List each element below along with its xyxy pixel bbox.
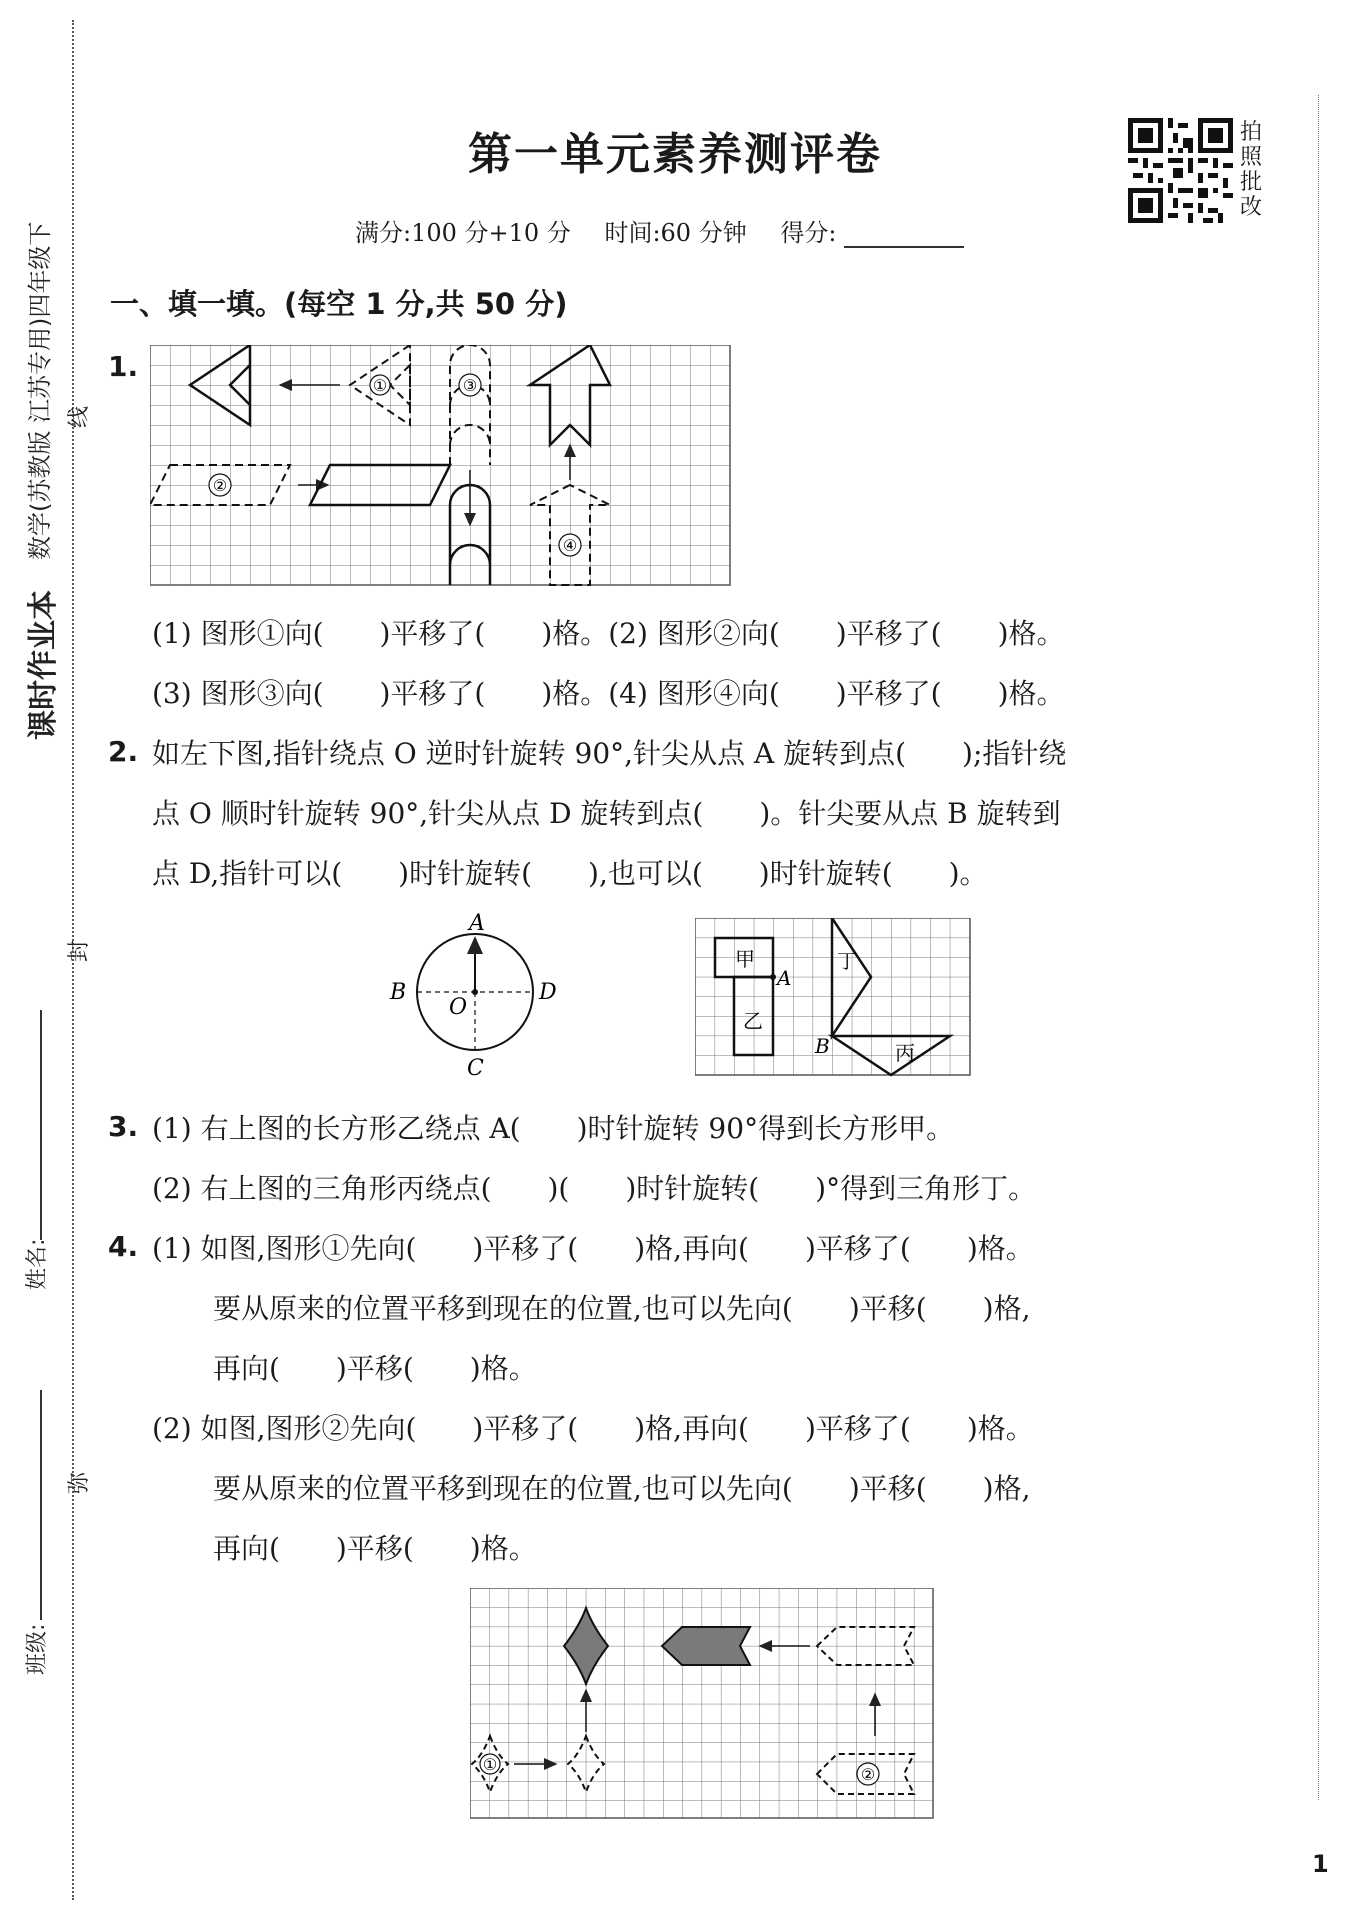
clock-label-a: A [469, 912, 485, 936]
q1-label-4: ④ [562, 536, 578, 555]
seal-line-label-2: 弥 [67, 1471, 92, 1494]
exam-meta [355, 213, 990, 248]
q4-number: 4. [108, 1230, 139, 1263]
q4-line-2: 要从原来的位置平移到现在的位置,也可以先向( )平移( )格, [213, 1292, 1031, 1325]
qr-label: 拍照批改 [1240, 120, 1263, 220]
cut-line-label: 线 [67, 405, 92, 428]
grid-label-a: A [777, 966, 792, 990]
q1-label-1: ① [372, 376, 388, 395]
q2-grid-figure [695, 918, 975, 1078]
q4-line-4: (2) 如图,图形②先向( )平移了( )格,再向( )平移了( )格。 [152, 1412, 1034, 1445]
q2-line-3: 点 D,指针可以( )时针旋转( ),也可以( )时针旋转( )。 [152, 857, 988, 890]
seal-line-label: 封 [67, 939, 92, 962]
q1-label-3: ③ [462, 376, 478, 395]
clock-label-o: O [449, 995, 468, 1020]
name-label: 姓名: [25, 1238, 50, 1290]
q3-line-1: (1) 右上图的长方形乙绕点 A( )时针旋转 90°得到长方形甲。 [152, 1112, 955, 1145]
q3-number: 3. [108, 1110, 139, 1143]
full-score: 满分:100 分+10 分 [355, 219, 571, 247]
q2-number: 2. [108, 735, 139, 768]
q4-line-6: 再向( )平移( )格。 [213, 1532, 537, 1565]
q2-line-1: 如左下图,指针绕点 O 逆时针旋转 90°,针尖从点 A 旋转到点( );指针绕 [152, 737, 1067, 770]
class-label: 班级: [25, 1623, 50, 1675]
qr-code[interactable] [1128, 118, 1233, 223]
grid-label-yi: 乙 [743, 1009, 763, 1033]
score-field[interactable] [844, 222, 964, 248]
clock-label-c: C [467, 1056, 484, 1081]
q4-label-2: ② [860, 1765, 876, 1784]
class-field[interactable] [40, 1390, 42, 1620]
clock-label-b: B [390, 980, 407, 1005]
grid-label-jia: 甲 [735, 947, 755, 971]
page-title: 第一单元素养测评卷 [468, 129, 882, 180]
q1-label-2: ② [212, 476, 228, 495]
q1-figure [150, 345, 750, 595]
score-label: 得分: [780, 219, 837, 247]
grid-label-bing: 丙 [895, 1041, 915, 1065]
grid-label-ding: 丁 [837, 949, 857, 973]
q2-clock-figure [385, 912, 565, 1082]
book-info: 数学(苏教版 江苏专用)四年级下 [26, 221, 54, 560]
right-dotted-line [1318, 95, 1319, 1800]
q4-arrow-filled [662, 1627, 750, 1665]
page-number: 1 [1312, 1850, 1329, 1878]
q4-figure [470, 1588, 935, 1820]
q1-line-2: (3) 图形③向( )平移了( )格。(4) 图形④向( )平移了( )格。 [152, 677, 1065, 710]
q4-label-1: ① [482, 1755, 498, 1774]
q3-line-2: (2) 右上图的三角形丙绕点( )( )时针旋转( )°得到三角形丁。 [152, 1172, 1037, 1205]
name-field[interactable] [40, 1010, 42, 1240]
q2-line-2: 点 O 顺时针旋转 90°,针尖从点 D 旋转到点( )。针尖要从点 B 旋转到 [152, 797, 1061, 830]
q4-line-3: 再向( )平移( )格。 [213, 1352, 537, 1385]
q1-number: 1. [108, 350, 139, 383]
q4-line-5: 要从原来的位置平移到现在的位置,也可以先向( )平移( )格, [213, 1472, 1031, 1505]
book-title: 课时作业本 [26, 590, 61, 740]
q4-line-1: (1) 如图,图形①先向( )平移了( )格,再向( )平移了( )格。 [152, 1232, 1034, 1265]
time-limit: 时间:60 分钟 [604, 219, 747, 247]
section-heading: 一、填一填。(每空 1 分,共 50 分) [110, 287, 568, 321]
grid-label-b: B [815, 1034, 830, 1058]
clock-label-d: D [539, 980, 557, 1005]
q1-line-1: (1) 图形①向( )平移了( )格。(2) 图形②向( )平移了( )格。 [152, 617, 1065, 650]
